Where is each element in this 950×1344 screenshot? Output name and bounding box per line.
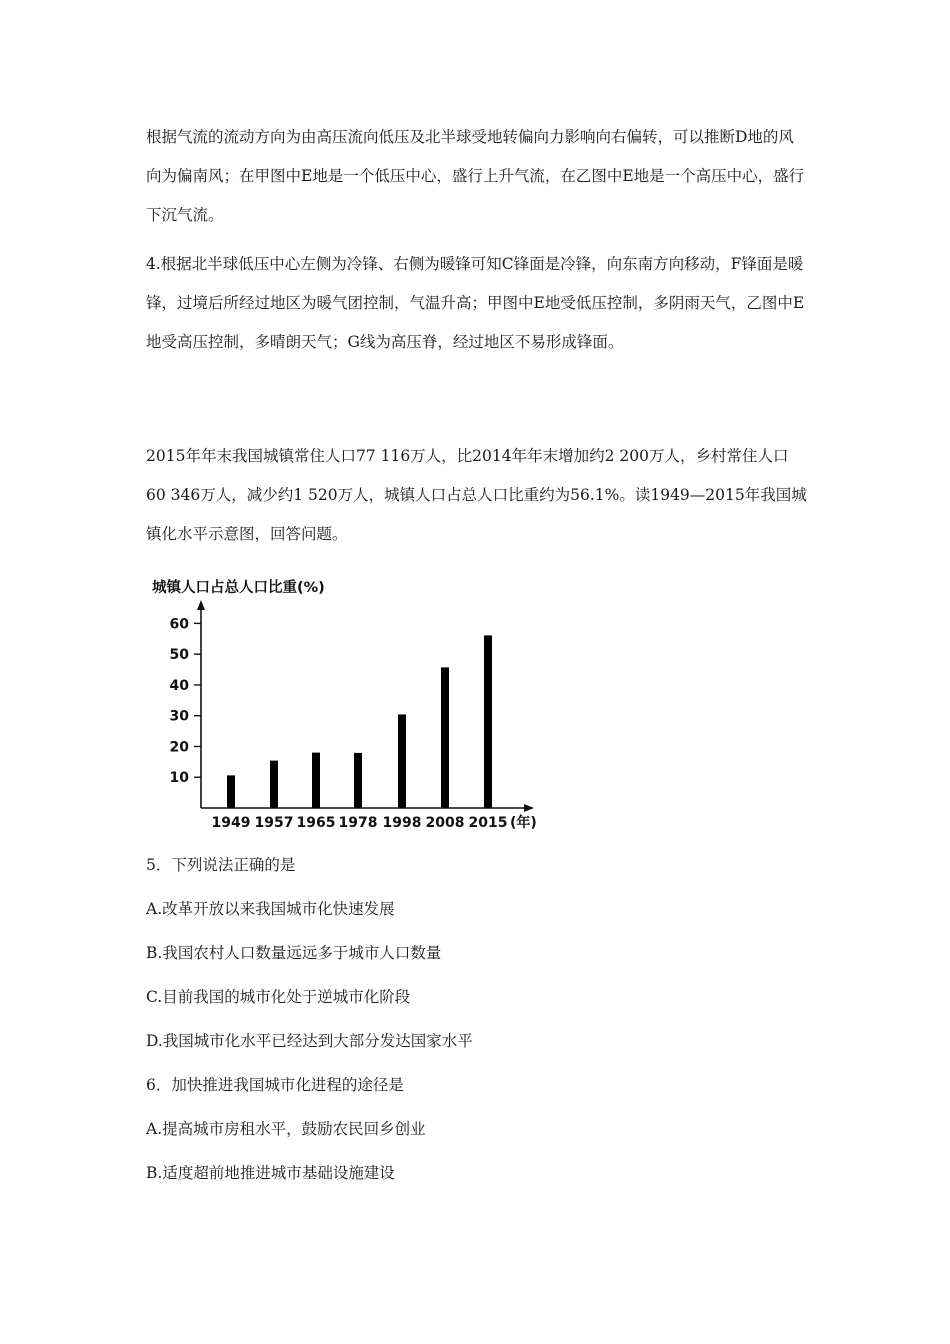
chart-axes (197, 600, 534, 812)
question-6-option-b[interactable]: B.适度超前地推进城市基础设施建设 (146, 1164, 395, 1182)
urbanization-bar-chart (140, 568, 550, 838)
chart-title: 城镇人口占总人口比重(%) (152, 580, 325, 596)
answer-paragraph-3: 根据气流的流动方向为由高压流向低压及北半球受地转偏向力影响向右偏转，可以推断D地的风向为偏南风；在甲图中E地是一个低压中心，盛行上升气流，在乙图中E地是一个高压中心，盛行下沉气流。 (146, 128, 805, 224)
bar (312, 753, 320, 808)
y-axis-ticks (170, 616, 201, 786)
x-tick-label: 2008 (425, 815, 465, 831)
y-axis-arrow (197, 600, 205, 610)
bar-series (227, 635, 492, 808)
question-5-option-a[interactable]: A.改革开放以来我国城市化快速发展 (146, 900, 395, 918)
x-tick-label: 2015 (468, 815, 508, 831)
y-tick-label: 20 (169, 739, 189, 756)
x-tick-label: 1965 (296, 815, 336, 831)
bar (354, 753, 362, 808)
y-tick-label: 50 (169, 647, 189, 664)
x-axis-arrow (524, 804, 534, 812)
question-5-option-c[interactable]: C.目前我国的城市化处于逆城市化阶段 (146, 988, 411, 1006)
question-5-option-b[interactable]: B.我国农村人口数量远远多于城市人口数量 (146, 944, 442, 962)
question-5-stem: 5．下列说法正确的是 (146, 856, 296, 874)
bar (441, 667, 449, 808)
answer-paragraph-4: 4.根据北半球低压中心左侧为冷锋、右侧为暖锋可知C锋面是冷锋，向东南方向移动，F锋面是暖锋，过境后所经过地区为暖气团控制，气温升高；甲图中E地受低压控制，多阴雨天气，乙图中E地受高压控制，多晴朗天气；G线为高压脊，经过地区不易形成锋面。 (146, 255, 805, 351)
question-5-option-d[interactable]: D.我国城市化水平已经达到大部分发达国家水平 (146, 1032, 473, 1050)
question-6-option-a[interactable]: A.提高城市房租水平，鼓励农民回乡创业 (146, 1120, 426, 1138)
x-tick-label: 1998 (382, 815, 422, 831)
bar (270, 761, 278, 808)
question-intro-paragraph: 2015年年末我国城镇常住人口77 116万人，比2014年年末增加约2 200万人，乡村常住人口60 346万人，减少约1 520万人，城镇人口占总人口比重约为56.1%。读1949—2015年我国城镇化水平示意图，回答问题。 (146, 447, 807, 543)
x-tick-label: 1949 (211, 815, 251, 831)
x-axis-unit-label: (年) (510, 815, 537, 831)
question-6-stem: 6．加快推进我国城市化进程的途径是 (146, 1076, 404, 1094)
x-tick-label: 1978 (338, 815, 378, 831)
bar (398, 714, 406, 808)
x-axis-labels (212, 815, 508, 831)
bar (484, 635, 492, 808)
y-tick-label: 10 (169, 770, 189, 787)
bar (227, 775, 235, 808)
x-tick-label: 1957 (254, 815, 294, 831)
y-tick-label: 40 (169, 677, 189, 694)
y-tick-label: 30 (169, 708, 189, 725)
y-tick-label: 60 (169, 616, 189, 633)
